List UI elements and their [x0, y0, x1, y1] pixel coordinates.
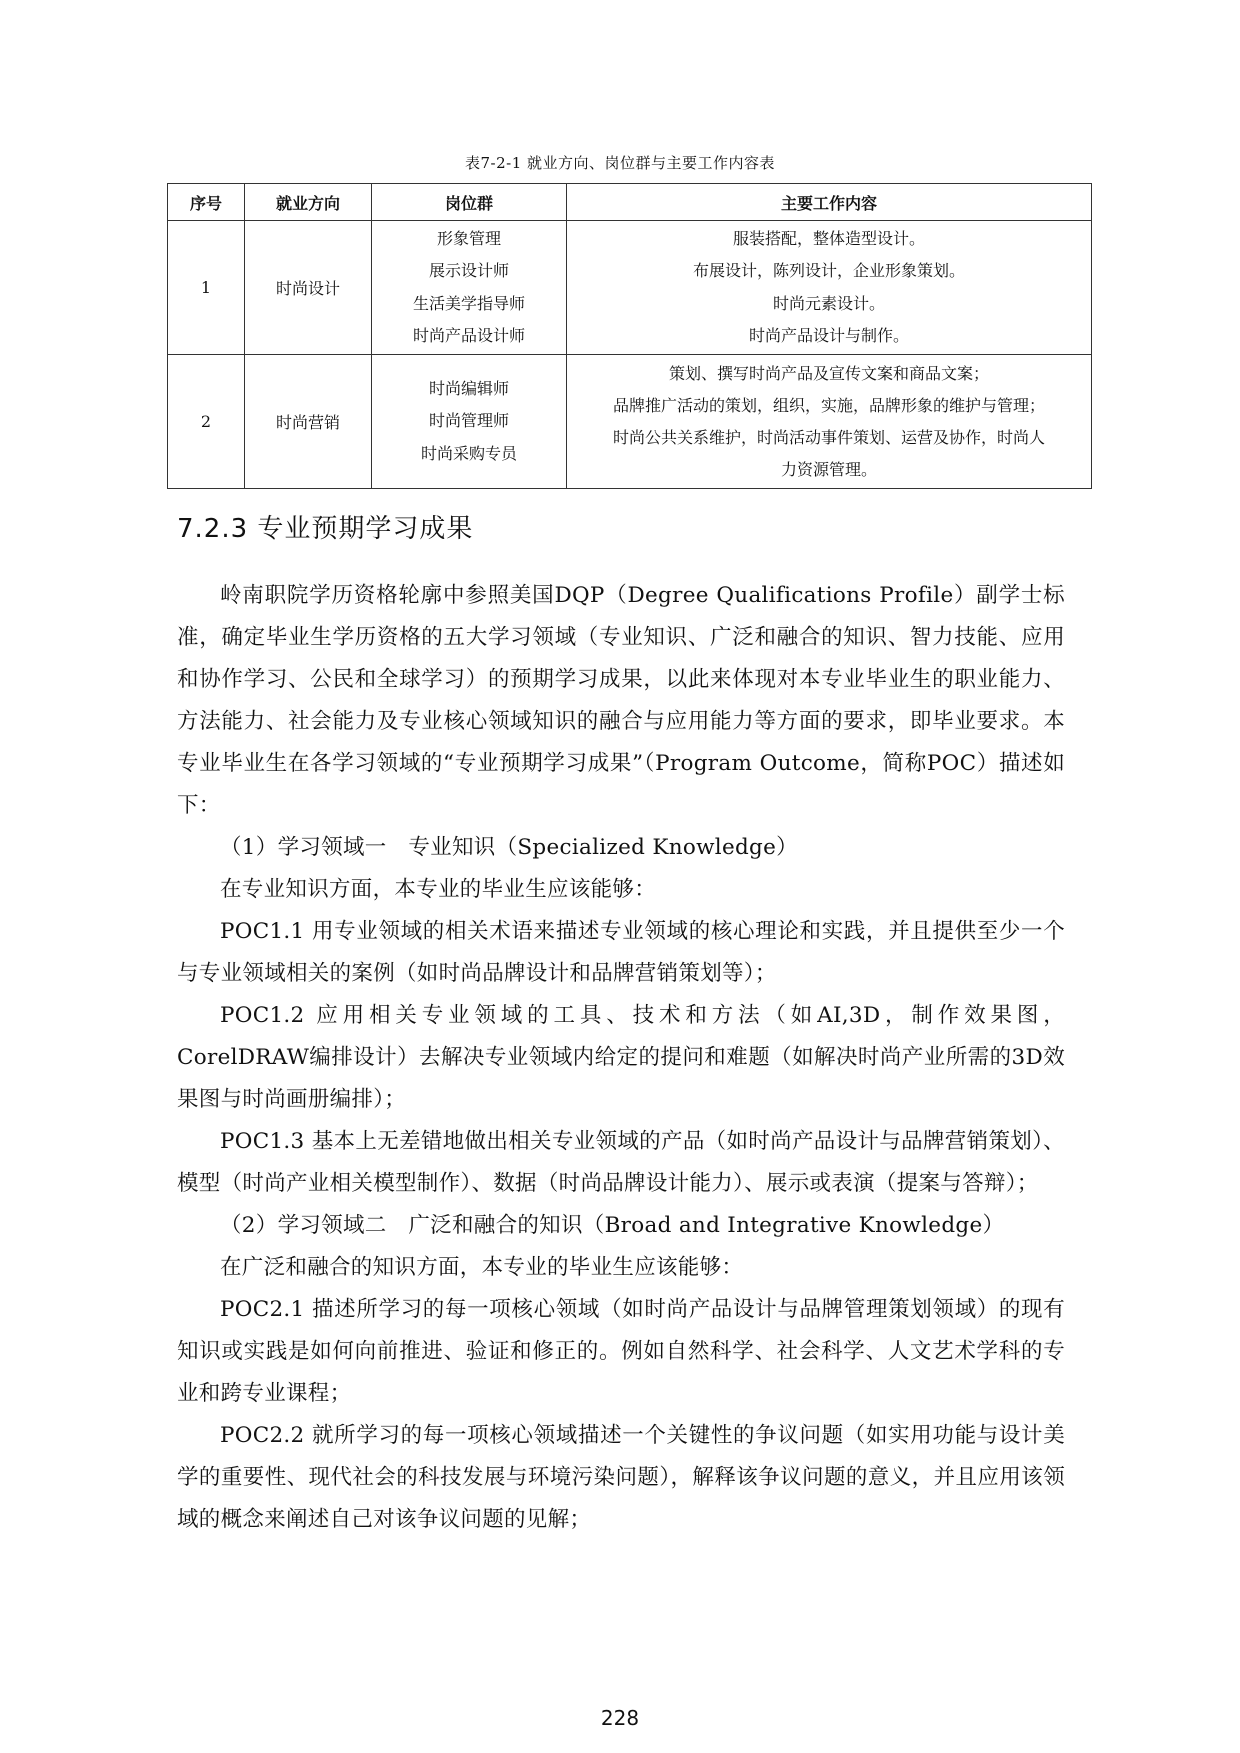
row-no: 2 — [168, 355, 245, 489]
content-item: 力资源管理。 — [780, 459, 877, 479]
row-direction: 时尚营销 — [245, 355, 372, 489]
row-no: 1 — [168, 221, 245, 355]
content-item: 时尚元素设计。 — [772, 293, 885, 313]
paragraph: POC2.1 描述所学习的每一项核心领域（如时尚产品设计与品牌管理策划领域）的现有知识或实践是如何向前推进、验证和修正的。例如自然科学、社会科学、人文艺术学科的专业和跨专业课程； — [177, 1297, 1065, 1406]
content-item: 品牌推广活动的策划，组织，实施，品牌形象的维护与管理； — [612, 395, 1045, 415]
row-positions — [372, 355, 567, 489]
table-header-row — [168, 184, 1092, 221]
paragraph: （2）学习领域二 广泛和融合的知识（Broad and Integrative Knowledge） — [220, 1213, 1005, 1238]
content-item: 服装搭配，整体造型设计。 — [732, 228, 925, 248]
paragraph: POC1.1 用专业领域的相关术语来描述专业领域的核心理论和实践，并且提供至少一个与专业领域相关的案例（如时尚品牌设计和品牌营销策划等）； — [177, 919, 1065, 986]
row-contents — [567, 221, 1092, 355]
header-contents: 主要工作内容 — [567, 184, 1092, 221]
row-direction: 时尚设计 — [245, 221, 372, 355]
row-positions — [372, 221, 567, 355]
header-positions: 岗位群 — [372, 184, 567, 221]
content-item: 策划、撰写时尚产品及宣传文案和商品文案； — [668, 363, 989, 383]
paragraph: 在广泛和融合的知识方面，本专业的毕业生应该能够： — [220, 1255, 744, 1280]
paragraph: POC2.2 就所学习的每一项核心领域描述一个关键性的争议问题（如实用功能与设计美学的重要性、现代社会的科技发展与环境污染问题），解释该争议问题的意义，并且应用该领域的概念来阐述自己对该争议问题的见解； — [177, 1423, 1065, 1532]
content-item: 时尚公共关系维护，时尚活动事件策划、运营及协作，时尚人 — [612, 427, 1045, 447]
table-row — [168, 355, 1092, 489]
position-item: 生活美学指导师 — [412, 293, 525, 313]
row-contents — [567, 355, 1092, 489]
position-item: 时尚管理师 — [428, 411, 509, 431]
position-item: 形象管理 — [436, 228, 501, 248]
position-item: 时尚产品设计师 — [412, 326, 525, 345]
table-row — [168, 221, 1092, 355]
paragraph: 在专业知识方面，本专业的毕业生应该能够： — [220, 877, 657, 902]
paragraph: POC1.2 应用相关专业领域的工具、技术和方法（如AI,3D，制作效果图，CorelDRAW编排设计）去解决专业领域内给定的提问和难题（如解决时尚产业所需的3D效果图与时尚画册编排）； — [177, 1003, 1065, 1112]
content-item: 时尚产品设计与制作。 — [748, 326, 909, 345]
table-caption: 表7-2-1 就业方向、岗位群与主要工作内容表 — [464, 154, 776, 172]
position-item: 时尚采购专员 — [420, 443, 517, 463]
position-item: 时尚编辑师 — [428, 378, 509, 398]
body-text — [177, 575, 1065, 1541]
employment-table — [167, 183, 1092, 489]
paragraph: （1）学习领域一 专业知识（Specialized Knowledge） — [220, 835, 798, 860]
header-no: 序号 — [168, 184, 245, 221]
header-direction: 就业方向 — [245, 184, 372, 221]
paragraph: 岭南职院学历资格轮廓中参照美国DQP（Degree Qualifications Profile）副学士标准，确定毕业生学历资格的五大学习领域（专业知识、广泛和融合的知识、智力技能、应用和协作学习、公民和全球学习）的预期学习成果，以此来体现对本专业毕业生的职业能力、方法能力、社会能力及专业核心领域知识的融合与应用能力等方面的要求，即毕业要求。本专业毕业生在各学习领域的“专业预期学习成果”（Program Outcome，简称POC）描述如下： — [177, 583, 1065, 818]
paragraph: POC1.3 基本上无差错地做出相关专业领域的产品（如时尚产品设计与品牌营销策划）、模型（时尚产业相关模型制作）、数据（时尚品牌设计能力）、展示或表演（提案与答辩）； — [177, 1129, 1065, 1196]
position-item: 展示设计师 — [428, 261, 509, 280]
section-heading: 7.2.3 专业预期学习成果 — [177, 514, 474, 544]
page-number: 228 — [600, 1706, 640, 1730]
content-item: 布展设计，陈列设计，企业形象策划。 — [692, 261, 965, 280]
